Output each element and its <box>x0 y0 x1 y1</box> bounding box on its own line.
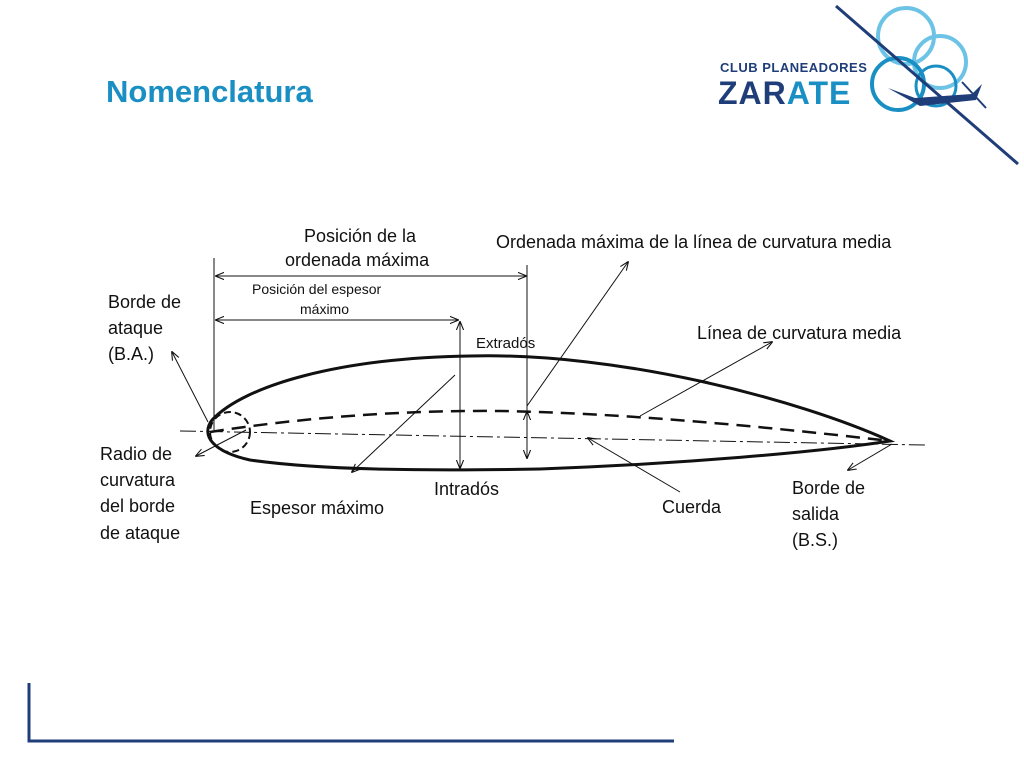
leader-linea-curv <box>640 342 772 416</box>
label-borde-ataque-1: Borde de <box>108 292 182 312</box>
label-cuerda: Cuerda <box>662 497 722 517</box>
label-pos-espesor-1: Posición del espesor <box>252 281 382 297</box>
leader-espesor <box>352 375 455 472</box>
label-radio-1: Radio de <box>100 444 173 464</box>
label-borde-salida-2: salida <box>792 504 840 524</box>
footer-accent-line <box>29 683 674 741</box>
label-linea-curvatura: Línea de curvatura media <box>697 323 902 343</box>
leader-borde-ataque <box>172 352 208 422</box>
label-borde-salida-3: (B.S.) <box>792 530 839 550</box>
label-pos-ordenada-1: Posición de la <box>304 226 417 246</box>
label-pos-espesor-2: máximo <box>300 301 350 317</box>
label-radio-3: del borde <box>100 496 176 516</box>
label-radio-4: de ataque <box>100 523 181 543</box>
logo-ate: ATE <box>786 75 852 111</box>
label-radio-2: curvatura <box>100 470 176 490</box>
leader-radio <box>196 430 246 456</box>
logo-line1: CLUB PLANEADORES <box>720 60 868 75</box>
label-borde-ataque-2: ataque <box>108 318 164 338</box>
leader-ord-max <box>527 262 628 406</box>
label-ordenada-maxima: Ordenada máxima de la línea de curvatura media <box>496 232 892 252</box>
label-borde-salida-1: Borde de <box>792 478 866 498</box>
label-extrados: Extradós <box>476 335 536 352</box>
slide-title: Nomenclatura <box>106 74 313 109</box>
mean-camber-line <box>210 411 890 441</box>
label-borde-ataque-3: (B.A.) <box>108 344 155 364</box>
label-intrados: Intradós <box>434 479 500 499</box>
label-espesor-maximo: Espesor máximo <box>250 498 385 518</box>
label-pos-ordenada-2: ordenada máxima <box>285 250 430 270</box>
logo-zar: ZAR <box>718 75 787 111</box>
leader-borde-salida <box>848 444 892 470</box>
